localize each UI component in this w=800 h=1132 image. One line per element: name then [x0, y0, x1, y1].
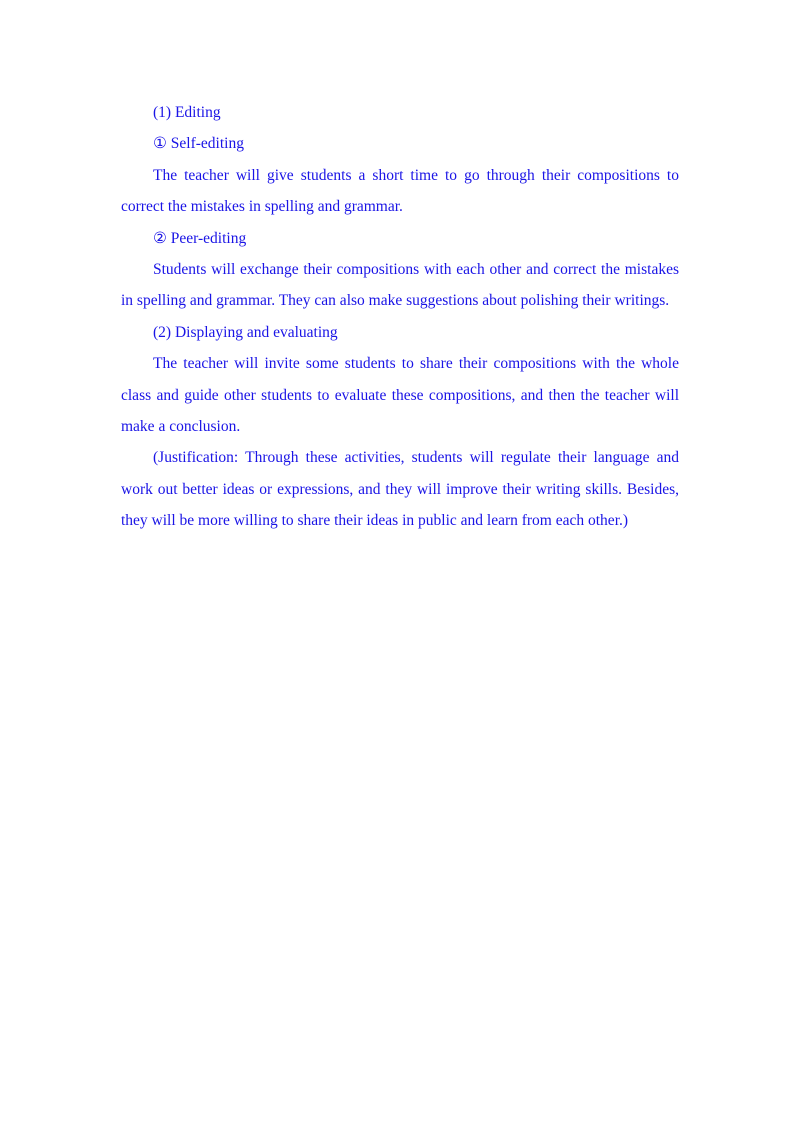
- peer-editing-heading: ② Peer-editing: [153, 229, 247, 247]
- document-page: [121, 97, 679, 537]
- self-editing-paragraph: The teacher will give students a short time to go through their compositions to correct the mistakes in spelling and grammar.: [121, 166, 679, 216]
- peer-editing-paragraph: Students will exchange their compositions with each other and correct the mistakes in spelling and grammar. They can also make suggestions about polishing their writings.: [121, 261, 679, 310]
- editing-heading: (1) Editing: [153, 104, 221, 121]
- displaying-heading: (2) Displaying and evaluating: [153, 323, 338, 341]
- self-editing-heading: ① Self-editing: [153, 135, 244, 153]
- displaying-paragraph: The teacher will invite some students to share their compositions with the whole class and guide other students to evaluate these compositions, and then the teacher will make a conclusion.: [121, 355, 679, 436]
- justification-paragraph: (Justification: Through these activities, students will regulate their language and work out better ideas or expressions, and they will improve their writing skills. Besides, they will be more willing to share their ideas in public and learn from each other.): [121, 449, 679, 530]
